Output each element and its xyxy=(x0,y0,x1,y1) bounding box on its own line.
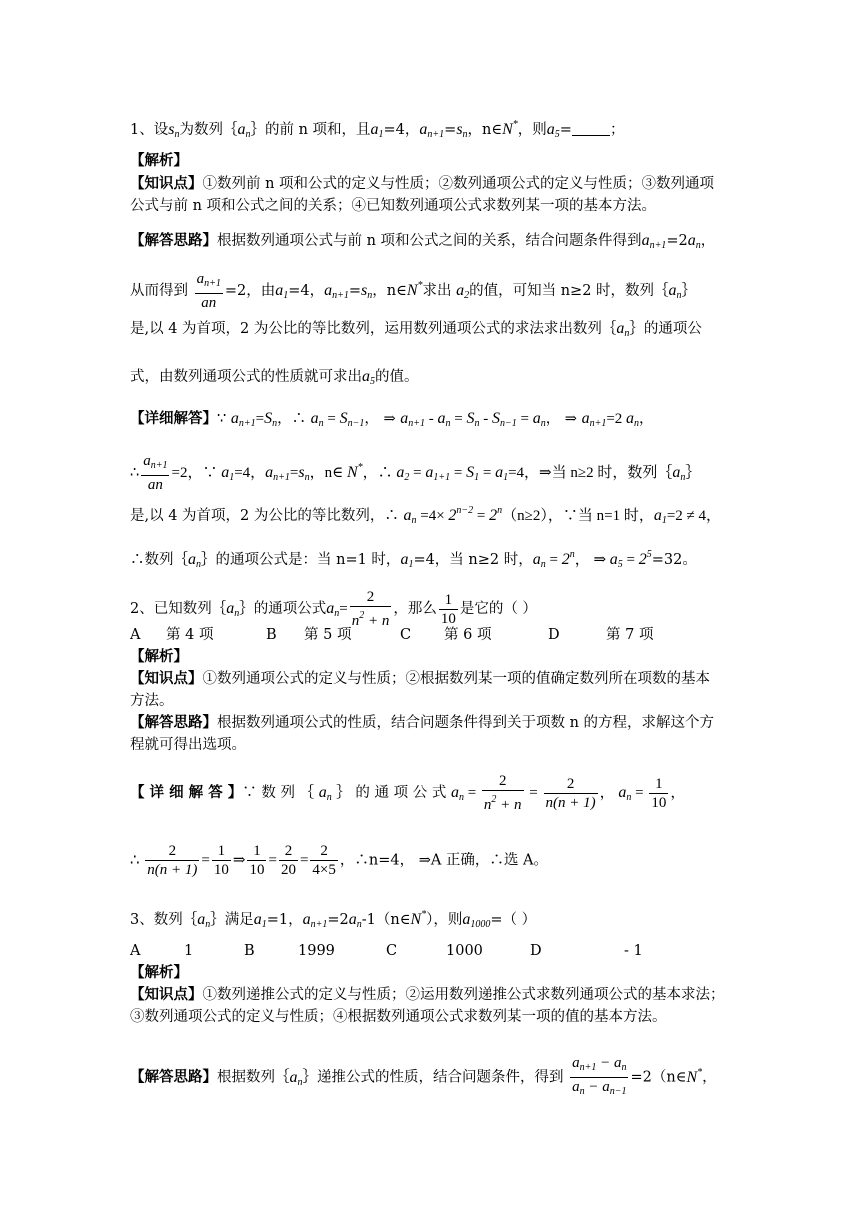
q2-stem: 2、已知数列$\{a_n\}$的通项公式$a_n=$ $\frac{2}{n^2 + n}$ ，那么 $\frac{1}{10}$ 是它的（ ） xyxy=(130,589,537,629)
q3-idea-line1: 【解答思路】根据数列$\{a_n\}$递推公式的性质，结合问题条件，得到 $\frac{a_{n+1} - a_n}{a_n - a_{n-1}}$ =2（n∈N*， xyxy=(130,1054,742,1101)
q1-analysis-label: 【解析】 xyxy=(130,152,188,169)
q3-knowledge-line2: ③数列通项公式的定义与性质；④根据数列通项公式求数列某一项的值的基本方法。 xyxy=(130,1009,667,1025)
q2-idea-line2: 程就可得出选项。 xyxy=(130,737,246,753)
q2-options: A 第 4 项 B 第 5 项 C 第 6 项 D 第 7 项 xyxy=(130,624,742,646)
q1-knowledge-line1: 【知识点】①数列前 n 项和公式的定义与性质；②数列通项公式的定义与性质；③数列通项 xyxy=(130,175,715,192)
q2-detail-line2: ∴ $\frac{2}{n(n + 1)}$ = $\frac{1}{10}$ ⇒ $\frac{1}{10}$ = $\frac{2}{20}$ = $\frac{2}{4\times 5}$ ，∴n=4， ⇒A 正确，∴选 A。 xyxy=(130,843,549,878)
q1-idea-line3: 是,以 4 为首项，2 为公比的等比数列，运用数列通项公式的求法求出数列$\{a_n\}$的通项公 xyxy=(130,320,702,339)
q1-idea-line2: 从而得到 $\frac{a_{n+1}}{an}$ =2，由$a_1=4$，$a_{n+1}=s_n$，n∈N*求出 $a_2$的值，可知当 n≥2 时，数列$\{a_n\}$ xyxy=(130,271,697,311)
q3-option-a[interactable]: 1 xyxy=(184,943,194,959)
q3-option-c[interactable]: 1000 xyxy=(446,943,483,959)
q1-detail-line3: 是,以 4 为首项，2 为公比的等比数列，∴ $a_n =4\times 2^{n-2} = 2^n(n\ge 2)$，∵当 n=1 时，$a_1=2 \ne 4$， xyxy=(130,505,722,526)
q3-options: A 1 B 1999 C 1000 D - 1 xyxy=(130,940,742,962)
q3-analysis-label: 【解析】 xyxy=(130,964,188,981)
q1-knowledge-line2: 公式与前 n 项和公式之间的关系；④已知数列通项公式求数列某一项的基本方法。 xyxy=(130,198,657,214)
q2-option-c[interactable]: 第 6 项 xyxy=(444,627,492,643)
q1-idea-line1: 【解答思路】根据数列通项公式与前 n 项和公式之间的关系，结合问题条件得到$a_{n+1}=2a_n$， xyxy=(130,232,716,251)
q2-knowledge-line1: 【知识点】①数列通项公式的定义与性质；②根据数列某一项的值确定数列所在项数的基本 xyxy=(130,670,710,687)
q1-idea-line4: 式，由数列通项公式的性质就可求出$a_5$的值。 xyxy=(130,368,419,387)
q1-detail-line4: ∴数列$\{a_n\}$的通项公式是：当 n=1 时，$a_1=4$，当 n≥2 时，$a_n = 2^n$， ⇒ $a_5 = 2^5=32$。 xyxy=(130,549,697,570)
q2-analysis-label: 【解析】 xyxy=(130,648,188,665)
q3-knowledge-line1: 【知识点】①数列递推公式的定义与性质；②运用数列递推公式求数列通项公式的基本求法； xyxy=(130,986,725,1003)
answer-blank[interactable] xyxy=(572,121,610,136)
q2-detail-line1: 【 详 细 解 答 】∵ 数 列 ｛ $a_n$ ｝ 的 通 项 公 式 $a_n$ = $\frac{2}{n^2 + n}$ = $\frac{2}{n(n + 1)}$ ， $a_n$ = $\frac{1}{10}$ ， xyxy=(130,773,686,813)
q3-option-b[interactable]: 1999 xyxy=(298,943,335,959)
q1-stem: 1、设$s_n$为数列$\{a_n\}$的前 n 项和，且$a_1=4$，$a_{n+1}=s_n$，n∈N*，则$a_5=$ ； xyxy=(130,119,625,140)
q2-option-b[interactable]: 第 5 项 xyxy=(304,627,352,643)
q2-idea-line1: 【解答思路】根据数列通项公式的性质，结合问题条件得到关于项数 n 的方程，求解这个方 xyxy=(130,714,715,731)
q2-option-d[interactable]: 第 7 项 xyxy=(606,627,654,643)
q2-knowledge-line2: 方法。 xyxy=(130,693,174,709)
q1-detail-line1: 【详细解答】∵ $a_{n+1}=S_n$，∴ $a_n = S_{n-1}$， ⇒ $a_{n+1} - a_n = S_n - S_{n-1} = a_n$， ⇒ $a_{n+1}=2$ $a_n$， xyxy=(130,410,654,429)
q3-stem: 3、数列$\{a_n\}$满足$a_1=1$，$a_{n+1}=2a_n-1(n\in N^*)$，则$a_{1000}=$（ ） xyxy=(130,909,537,930)
q2-option-a[interactable]: 第 4 项 xyxy=(166,627,214,643)
q1-detail-line2: ∴ $\frac{a_{n+1}}{an}$ =2，∵ $a_1=4$，$a_{n+1}=s_n$，n∈ N*，∴ $a_2 = a_{1+1} = S_1 = a_1=4$，⇒当 n≥2 时，数列$\{a_n\}$ xyxy=(130,453,701,493)
q3-option-d[interactable]: - 1 xyxy=(624,943,643,959)
